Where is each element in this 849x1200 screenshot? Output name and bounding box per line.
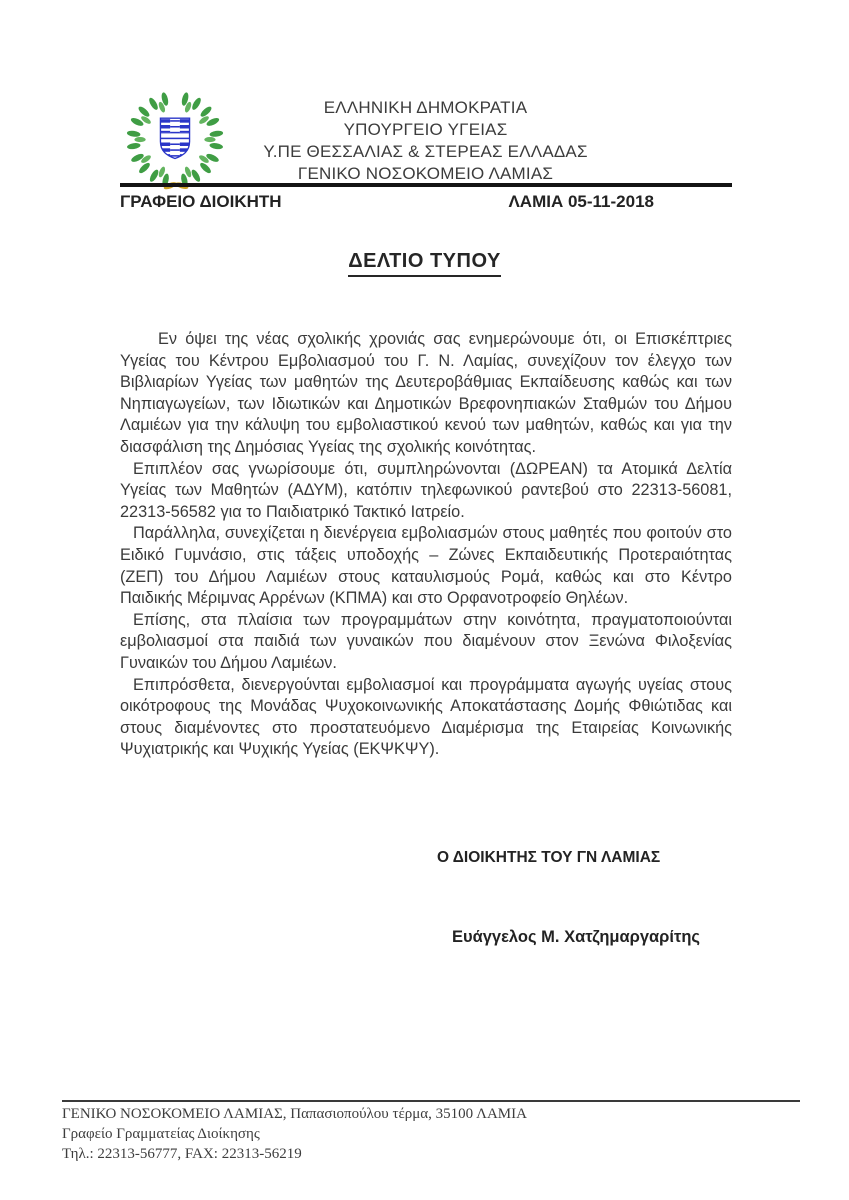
- paragraph-5: Επιπρόσθετα, διενεργούνται εμβολιασμοί και προγράμματα αγωγής υγείας στους οικότροφους της Μονάδας Ψυχοκοινωνικής Αποκατάστασης Δομής Φθιώτιδας και στους διαμένοντες στο προστατευόμενο Διαμέρισμα της Εταιρείας Κοινωνικής Ψυχιατρικής και Ψυχικής Υγείας (ΕΚΨΚΨΥ).: [120, 675, 732, 759]
- footer: [62, 1105, 762, 1165]
- paragraph-2: Επιπλέον σας γνωρίσουμε ότι, συμπληρώνονται (ΔΩΡΕΑΝ) τα Ατομικά Δελτία Υγείας των Μαθητών (ΑΔΥΜ), κατόπιν τηλεφωνικού ραντεβού στο 22313-56081, 22313-56582 για το Παιδιατρικό Τακτικό Ιατρείο.: [120, 459, 732, 521]
- signature-name: Ευάγγελος Μ. Χατζημαργαρίτης: [452, 928, 700, 946]
- signature-role: Ο ΔΙΟΙΚΗΤΗΣ ΤΟΥ ΓΝ ΛΑΜΙΑΣ: [437, 849, 661, 866]
- office-label: ΓΡΑΦΕΙΟ ΔΙΟΙΚΗΤΗ: [120, 192, 282, 211]
- paragraph-1: Εν όψει της νέας σχολικής χρονιάς σας ενημερώνουμε ότι, οι Επισκέπτριες Υγείας του Κέντρου Εμβολιασμού του Γ. Ν. Λαμίας, συνεχίζουν τον έλεγχο των Βιβλιαρίων Υγείας των μαθητών της Δευτεροβάθμιας Εκπαίδευσης καθώς και των Νηπιαγωγείων, των Ιδιωτικών και Δημοτικών Βρεφονηπιακών Σταθμών του Δήμου Λαμιέων για την κάλυψη του εμβολιαστικού κενού των μαθητών, καθώς και για την διασφάλιση της Δημόσιας Υγείας της σχολικής κοινότητας.: [120, 330, 732, 456]
- header-divider-rule: [120, 183, 732, 187]
- letterhead-line-republic: ΕΛΛΗΝΙΚΗ ΔΗΜΟΚΡΑΤΙΑ: [323, 98, 528, 117]
- letterhead-line-ministry: ΥΠΟΥΡΓΕΙΟ ΥΓΕΙΑΣ: [343, 120, 508, 139]
- paragraph-4: Επίσης, στα πλαίσια των προγραμμάτων στην κοινότητα, πραγματοποιούνται εμβολιασμοί στα παιδιά των γυναικών που διαμένουν στον Ξενώνα Φιλοξενίας Γυναικών του Δήμου Λαμιέων.: [120, 610, 732, 672]
- footer-address: ΓΕΝΙΚΟ ΝΟΣΟΚΟΜΕΙΟ ΛΑΜΙΑΣ, Παπασιοπούλου τέρμα, 35100 ΛΑΜΙΑ: [62, 1106, 527, 1122]
- letterhead: [120, 97, 731, 185]
- title-container: [0, 250, 849, 277]
- body-text: [120, 329, 732, 761]
- footer-contact: Τηλ.: 22313-56777, FAX: 22313-56219: [62, 1146, 302, 1162]
- page-title: ΔΕΛΤΙΟ ΤΥΠΟΥ: [348, 250, 501, 277]
- office-date-row: [120, 192, 732, 212]
- paragraph-3: Παράλληλα, συνεχίζεται η διενέργεια εμβολιασμών στους μαθητές που φοιτούν στο Ειδικό Γυμνάσιο, στις τάξεις υποδοχής – Ζώνες Εκπαιδευτικής Προτεραιότητας (ΖΕΠ) του Δήμου Λαμιέων στους καταυλισμούς Ρομά, καθώς και στο Κέντρο Παιδικής Μέριμνας Αρρένων (ΚΠΜΑ) και στο Ορφανοτροφείο Θηλέων.: [120, 524, 732, 608]
- footer-divider-rule: [62, 1100, 800, 1102]
- footer-office: Γραφείο Γραμματείας Διοίκησης: [62, 1126, 260, 1142]
- place-date-label: ΛΑΜΙΑ 05-11-2018: [508, 192, 654, 211]
- letterhead-line-hospital: ΓΕΝΙΚΟ ΝΟΣΟΚΟΜΕΙΟ ΛΑΜΙΑΣ: [297, 164, 554, 183]
- letterhead-line-region: Υ.ΠΕ ΘΕΣΣΑΛΙΑΣ & ΣΤΕΡΕΑΣ ΕΛΛΑΔΑΣ: [263, 142, 588, 161]
